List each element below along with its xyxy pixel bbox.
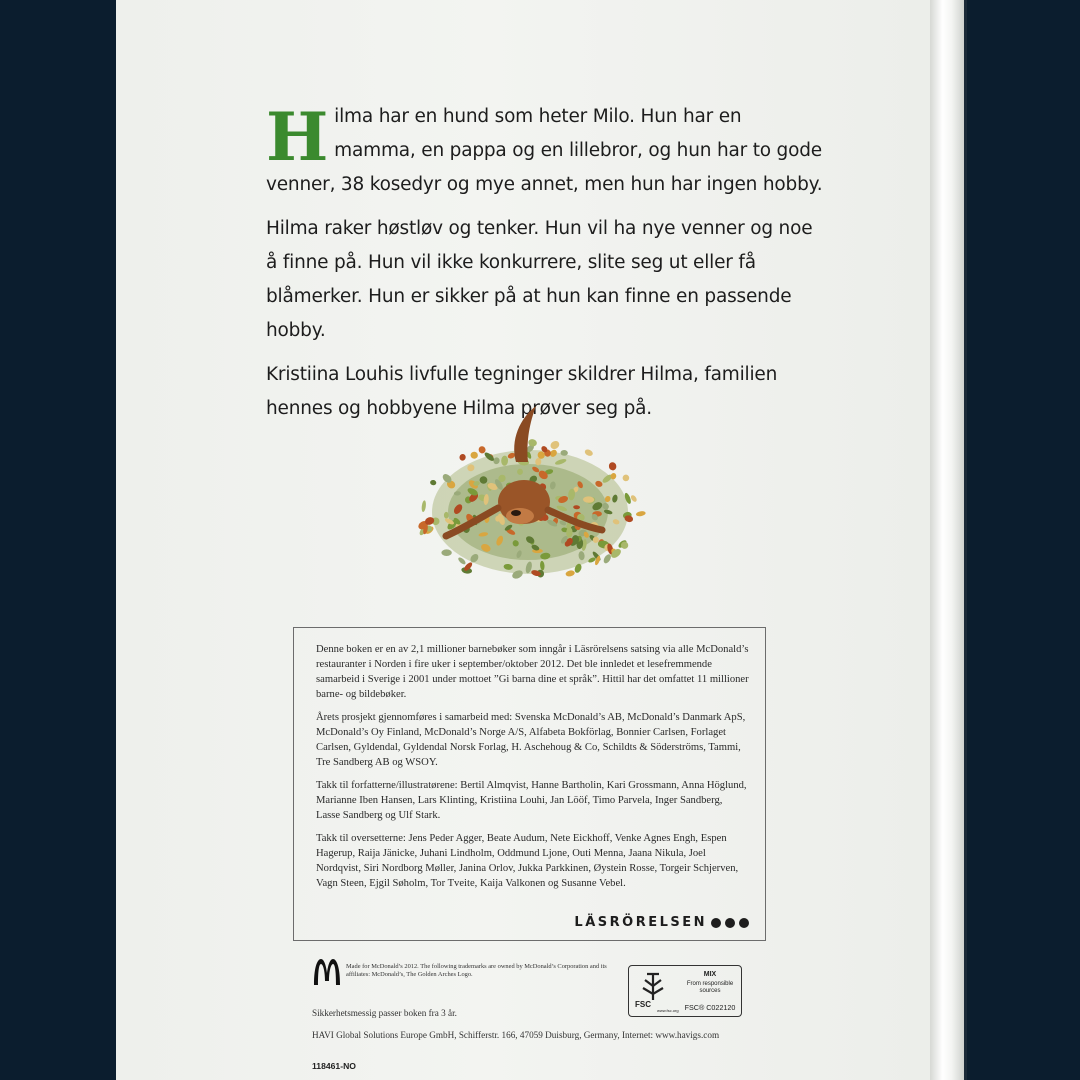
dog-in-leaves-illustration [398,400,660,600]
info-paragraph-3: Takk til forfatterne/illustratørene: Bertil Almqvist, Hanne Bartholin, Kari Grossmann, Anna Höglund, Marianne Iben Hansen, Lars Klinting, Kristiina Louhi, Jan Lööf, Timo Parvela, Inger Sandberg, Lasse Sandberg og Ulf Stark. [316,780,747,821]
mcdonalds-trademark-text: Made for McDonald’s 2012. The following trademarks are owned by McDonald’s Corporation and its affiliates: McDonald’s, The Golden Arches Logo. [346,963,607,978]
fsc-mix: MIX [703,971,717,978]
leaf [619,540,629,550]
leaf [636,510,646,516]
leaf [584,448,594,457]
leaf [549,439,561,450]
leaf [470,451,478,459]
logo-dot-icon [711,918,721,928]
info-paragraph-1: Denne boken er en av 2,1 millioner barnebøker som inngår i Läsrörelsens satsing via alle McDonald’s restauranter i Norden i fire uker i september/oktober 2012. Det ble innledet et lesefremmende samarbeid i Sverige i 2001 under mottoet ”Gi barna dine et språk”. Hittil har det omfattet 11 millioner barne- og bildebøker. [316,644,749,700]
blurb-paragraph-3: Kristiina Louhis livfulle tegninger skildrer Hilma, familien hennes og hobbyene Hilma prøver seg på. [266,364,778,419]
leaf [459,453,467,461]
leaf [630,494,638,503]
safety-notice: Sikkerhetsmessig passer boken fra 3 år. [312,1008,457,1018]
spine-edge [964,0,967,1080]
leaf [621,473,630,482]
fsc-word: FSC [635,1000,651,1009]
logo-dot-icon [725,918,735,928]
fsc-subtitle: From responsible sources [686,981,734,994]
blurb-text [266,100,826,436]
info-paragraph-2: Årets prosjekt gjennomføres i samarbeid med: Svenska McDonald’s AB, McDonald’s Danmark ApS, McDonald’s Oy Finland, McDonald’s Norge A/S, Alfabeta Bokförlag, Bonnier Carlsen, Forlaget Carlsen, Gyldendal, Gyldendal Norsk Forlag, H. Aschehoug & Co, Schildts & Söderströms, Tammi, Tre Sandberg AB og WSOY. [316,712,746,768]
logo-dot-icon [739,918,749,928]
golden-arches-icon [312,957,342,987]
lasrorelsen-logo-text: LÄSRÖRELSEN [574,915,707,930]
info-box [293,627,766,941]
blurb-paragraph-1 [266,100,826,202]
leaf [608,461,617,471]
info-paragraph-4: Takk til oversetterne: Jens Peder Agger, Beate Audum, Nete Eickhoff, Venke Agnes Engh, Espen Hagerup, Raija Jänicke, Juhani Lindholm, Oddmund Ljone, Outi Menna, Jaana Nikula, Joel Nordqvist, Siri Nordborg Møller, Janina Orlov, Jukka Parkkinen, Øystein Rosse, Torgeir Schjerven, Vagn Steen, Ejgil Søholm, Tor Tveite, Kaija Valkonen og Susanne Vebel. [316,833,739,889]
lasrorelsen-logo [574,915,749,930]
fsc-website: www.fsc.org [657,1008,679,1013]
blurb-paragraph-1-text: ilma har en hund som heter Milo. Hun har en mamma, en pappa og en lillebror, og hun har to gode venner, 38 kosedyr og mye annet, men hun har ingen hobby. [266,106,823,195]
fsc-label [628,965,742,1017]
leaf [421,500,426,512]
publisher-info: HAVI Global Solutions Europe GmbH, Schifferstr. 166, 47059 Duisburg, Germany, Internet: www.havigs.com [312,1030,720,1040]
product-code: 118461-NO [312,1061,356,1071]
leaf [565,570,575,578]
leaf [441,549,451,556]
fsc-code: FSC® C022120 [684,1003,736,1012]
leaf [602,553,612,565]
book-spine [930,0,966,1080]
leaf [430,479,437,485]
blurb-paragraph-2: Hilma raker høstløv og tenker. Hun vil ha nye venner og noe å finne på. Hun vil ikke konkurrere, slite seg ut eller få blåmerker. Hun er sikker på at hun kan finne en passende hobby. [266,218,813,341]
drop-cap: H [266,98,329,176]
